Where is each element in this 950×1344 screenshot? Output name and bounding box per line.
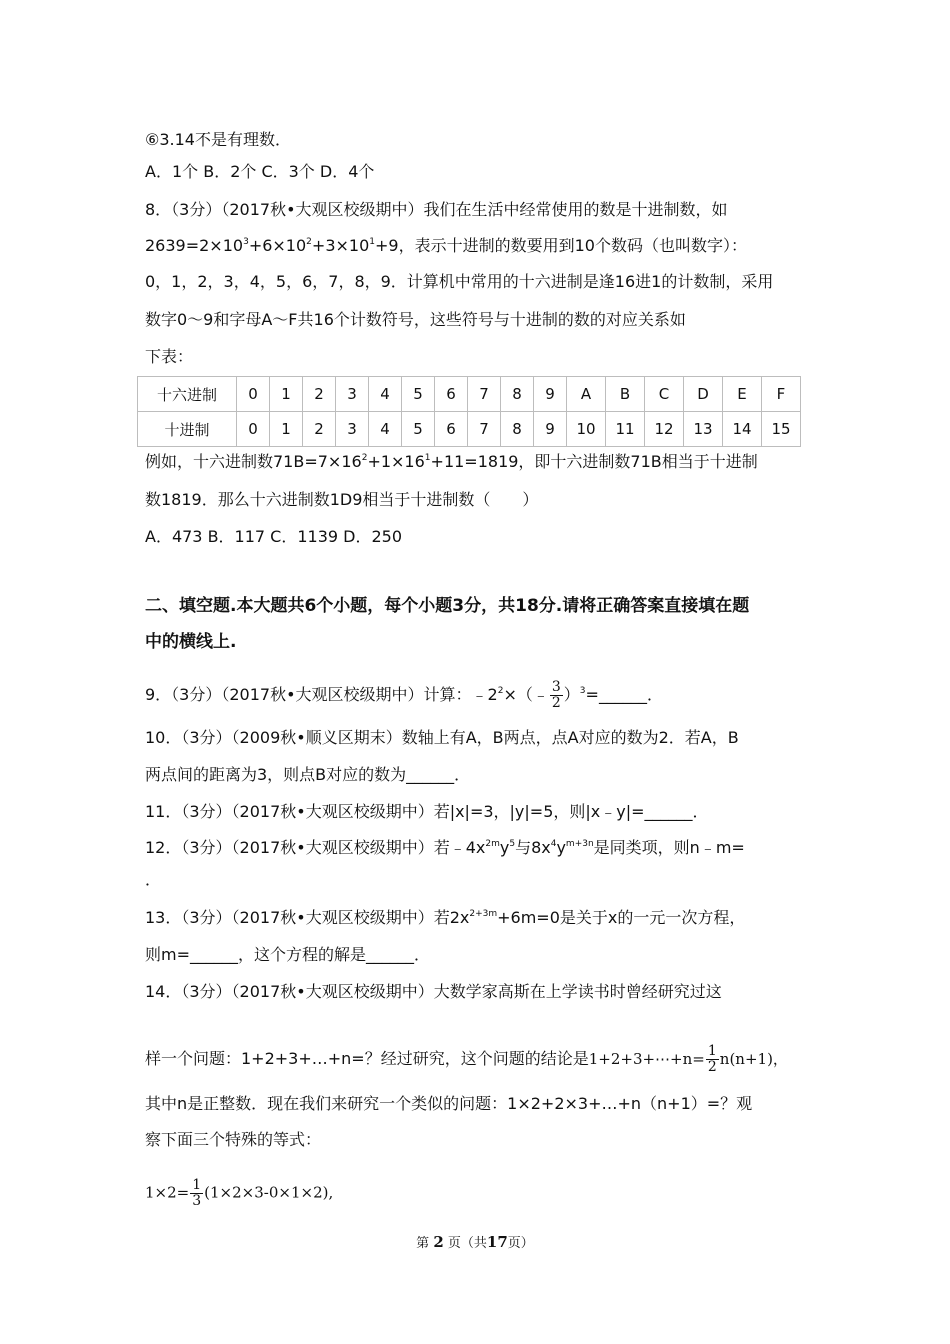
table-cell: 3 — [336, 377, 369, 412]
table-cell: A — [567, 377, 606, 412]
q8-line-5: 下表： — [145, 347, 194, 366]
page-footer: 第 2 页（共17页） — [416, 1233, 534, 1251]
table-cell: 3 — [336, 412, 369, 447]
q8-line-3: 0，1，2，3，4，5，6，7，8，9．计算机中常用的十六进制是逢16进1的计数制，采用 — [145, 272, 774, 291]
table-cell: 6 — [435, 412, 468, 447]
q8-line-4: 数字0～9和字母A～F共16个计数符号，这些符号与十进制的数的对应关系如 — [145, 310, 686, 329]
table-cell: 8 — [501, 412, 534, 447]
table-cell: 0 — [237, 412, 270, 447]
table-cell: 9 — [534, 412, 567, 447]
q11: 11．（3分）（2017秋•大观区校级期中）若|x|=3，|y|=5，则|x﹣y|=______． — [145, 802, 709, 821]
page-number: 2 — [433, 1233, 444, 1251]
table-cell: 11 — [606, 412, 645, 447]
section-heading: 二、填空题.本大题共6个小题，每个小题3分，共18分.请将正确答案直接填在题 — [145, 596, 750, 616]
q10-line-1: 10．（3分）（2009秋•顺义区期末）数轴上有A，B两点，点A对应的数为2．若A，B — [145, 728, 739, 747]
table-cell: 15 — [762, 412, 801, 447]
q9: 9．（3分）（2017秋•大观区校级期中）计算：$﹣2^2\times(﹣$ $\frac{3}{2}$ ）$^3$=______． — [145, 679, 663, 711]
table-cell: B — [606, 377, 645, 412]
table-cell: 1 — [270, 412, 303, 447]
q8-line-6: 例如，十六进制数$71B=7\times 16^2+1\times 16^1+11=1819$，即十六进制数71B相当于十进制 — [145, 452, 758, 471]
table-cell: 7 — [468, 412, 501, 447]
hex-decimal-table — [137, 376, 801, 447]
table-row-hex — [138, 377, 801, 412]
options-q8: A．473 B．117 C．1139 D．250 — [145, 527, 403, 546]
table-cell: 4 — [369, 377, 402, 412]
table-cell: E — [723, 377, 762, 412]
table-cell: 2 — [303, 377, 336, 412]
section-heading-cont: 中的横线上. — [145, 632, 237, 652]
table-cell: 10 — [567, 412, 606, 447]
q12: 12．（3分）（2017秋•大观区校级期中）若$﹣4x^{2m}y^5$与$8x^4y^{m+3n}$是同类项，则n﹣m= — [145, 838, 745, 857]
table-cell: 0 — [237, 377, 270, 412]
table-cell: F — [762, 377, 801, 412]
q14-line-2: 样一个问题：1+2+3+…+n=？经过研究，这个问题的结论是1+2+3+⋯+n= $\frac{1}{2}$ n(n+1)， — [145, 1043, 788, 1075]
q8-line-2: $2639=2\times 10^3+6\times 10^2+3\times 10^1+9$，表示十进制的数要用到10个数码（也叫数字）： — [145, 236, 747, 255]
table-cell: 7 — [468, 377, 501, 412]
q13-line-2: 则m=______，这个方程的解是______． — [145, 945, 430, 964]
fraction-1-3: $\frac{1}{3}$ — [192, 1177, 202, 1209]
table-cell: 5 — [402, 412, 435, 447]
q10-line-2: 两点间的距离为3，则点B对应的数为______． — [145, 765, 471, 784]
table-cell: 12 — [645, 412, 684, 447]
fraction-3-2: $\frac{3}{2}$ — [551, 679, 561, 711]
table-cell: 9 — [534, 377, 567, 412]
page-total: 17 — [486, 1233, 508, 1251]
q12-cont: ． — [145, 870, 162, 889]
q8-line-1: 8．（3分）（2017秋•大观区校级期中）我们在生活中经常使用的数是十进制数，如 — [145, 200, 728, 219]
q14-line-4: 察下面三个特殊的等式： — [145, 1130, 322, 1149]
table-cell: 1 — [270, 377, 303, 412]
line-item-6: ⑥3.14不是有理数． — [145, 130, 291, 149]
table-cell: D — [684, 377, 723, 412]
table-row-dec — [138, 412, 801, 447]
q8-line-7: 数1819．那么十六进制数1D9相当于十进制数（ ） — [145, 490, 539, 509]
q14-line-3: 其中n是正整数．现在我们来研究一个类似的问题：1×2+2×3+…+n（n+1）=？观 — [145, 1094, 753, 1113]
q14-equation-1: 1×2= $\frac{1}{3}$ (1×2×3-0×1×2), — [145, 1177, 334, 1209]
fraction-1-2: $\frac{1}{2}$ — [707, 1043, 717, 1075]
options-q7: A．1个 B．2个 C．3个 D．4个 — [145, 162, 375, 181]
table-header-hex: 十六进制 — [138, 377, 237, 412]
table-cell: 13 — [684, 412, 723, 447]
table-cell: 2 — [303, 412, 336, 447]
table-cell: C — [645, 377, 684, 412]
q13-line-1: 13．（3分）（2017秋•大观区校级期中）若$2x^{2+3m}+6m=0$是关于x的一元一次方程， — [145, 908, 746, 927]
table-cell: 6 — [435, 377, 468, 412]
table-cell: 8 — [501, 377, 534, 412]
table-cell: 4 — [369, 412, 402, 447]
q14-line-1: 14．（3分）（2017秋•大观区校级期中）大数学家高斯在上学读书时曾经研究过这 — [145, 982, 722, 1001]
table-cell: 14 — [723, 412, 762, 447]
table-cell: 5 — [402, 377, 435, 412]
table-header-dec: 十进制 — [138, 412, 237, 447]
